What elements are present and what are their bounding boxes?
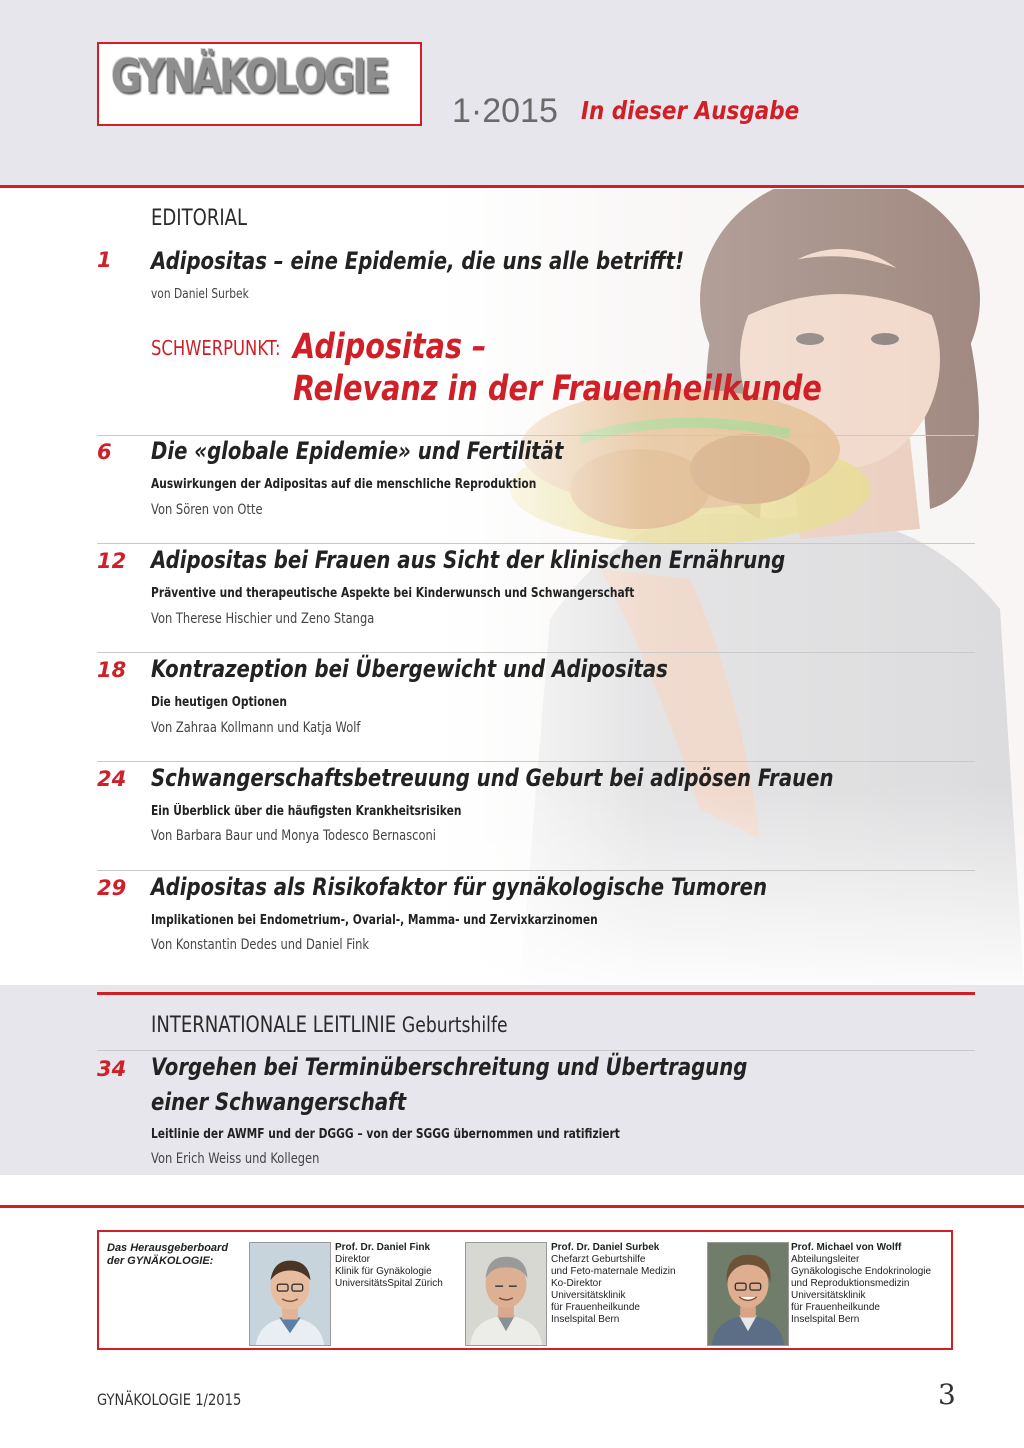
article-title[interactable]: Adipositas bei Frauen aus Sicht der klinischen Ernährung: [151, 546, 786, 574]
article-page: 29: [97, 876, 127, 900]
member-line: Chefarzt Geburtshilfe: [551, 1254, 646, 1265]
board-member-fink: [335, 1242, 443, 1290]
board-member-von-wolff: [791, 1242, 931, 1326]
member-name: Prof. Michael von Wolff: [791, 1242, 902, 1253]
footer-journal: GYNÄKOLOGIE 1/2015: [97, 1390, 242, 1409]
member-line: für Frauenheilkunde: [791, 1302, 880, 1313]
leitlinie-sublabel: Geburtshilfe: [401, 1013, 508, 1037]
editorial-page: 1: [97, 248, 112, 272]
editorial-board: [97, 1230, 953, 1350]
page-number: 3: [938, 1378, 956, 1411]
logo-text: GYNÄKOLOGIE: [111, 49, 388, 103]
article-title[interactable]: Kontrazeption bei Übergewicht und Adipositas: [151, 655, 668, 683]
article-author: Von Konstantin Dedes und Daniel Fink: [151, 937, 370, 953]
article-author: Von Sören von Otte: [151, 502, 263, 518]
leitlinie-page: 34: [97, 1057, 127, 1081]
issue-number: 1·2015: [452, 92, 558, 130]
leitlinie-title[interactable]: [151, 1050, 747, 1120]
leitlinie-rule: [97, 992, 975, 995]
portrait-surbek: [465, 1242, 547, 1346]
member-line: UniversitätsSpital Zürich: [335, 1278, 443, 1289]
article-subtitle: Ein Überblick über die häufigsten Krankheitsrisiken: [151, 804, 462, 819]
editorial-author: von Daniel Surbek: [151, 287, 249, 302]
leitlinie-title-line2: einer Schwangerschaft: [151, 1088, 407, 1116]
article-page: 18: [97, 658, 127, 682]
member-line: Gynäkologische Endokrinologie: [791, 1266, 932, 1277]
member-line: Inselspital Bern: [791, 1314, 860, 1325]
member-line: Inselspital Bern: [551, 1314, 620, 1325]
article-subtitle: Implikationen bei Endometrium-, Ovarial-, Mamma- und Zervixkarzinomen: [151, 913, 598, 928]
member-line: Klinik für Gynäkologie: [335, 1266, 432, 1277]
board-label: Das Herausgeberboard der GYNÄKOLOGIE:: [107, 1242, 229, 1267]
schwerpunkt-title-line2: Relevanz in der Frauenheilkunde: [293, 369, 822, 409]
member-line: und Feto-maternale Medizin: [551, 1266, 676, 1277]
member-line: Universitätsklinik: [551, 1290, 626, 1301]
member-line: Universitätsklinik: [791, 1290, 866, 1301]
member-line: für Frauenheilkunde: [551, 1302, 640, 1313]
leitlinie-author: Von Erich Weiss und Kollegen: [151, 1151, 320, 1167]
leitlinie-label: [151, 1013, 508, 1038]
leitlinie-label-main: INTERNATIONALE LEITLINIE: [151, 1013, 397, 1038]
article-subtitle: Präventive und therapeutische Aspekte bei Kinderwunsch und Schwangerschaft: [151, 586, 635, 601]
member-name: Prof. Dr. Daniel Surbek: [551, 1242, 660, 1253]
article-title[interactable]: Adipositas als Risikofaktor für gynäkologische Tumoren: [151, 873, 767, 901]
member-line: Ko-Direktor: [551, 1278, 602, 1289]
article-page: 24: [97, 767, 127, 791]
schwerpunkt-label: SCHWERPUNKT:: [151, 336, 281, 360]
member-name: Prof. Dr. Daniel Fink: [335, 1242, 431, 1253]
portrait-fink: [249, 1242, 331, 1346]
leitlinie-title-line1: Vorgehen bei Terminüberschreitung und Übertragung: [151, 1053, 748, 1081]
header-rule: [0, 185, 1024, 188]
schwerpunkt-title: [293, 326, 822, 410]
article-page: 6: [97, 440, 112, 464]
article-author: Von Barbara Baur und Monya Todesco Bernasconi: [151, 828, 436, 844]
board-member-surbek: [551, 1242, 676, 1326]
article-author: Von Therese Hischier und Zeno Stanga: [151, 611, 375, 627]
member-line: und Reproduktionsmedizin: [791, 1278, 910, 1289]
leitlinie-subtitle: Leitlinie der AWMF und der DGGG – von der SGGG übernommen und ratifiziert: [151, 1127, 620, 1142]
portrait-von-wolff: [707, 1242, 789, 1346]
member-line: Direktor: [335, 1254, 371, 1265]
article-title[interactable]: Schwangerschaftsbetreuung und Geburt bei adipösen Frauen: [151, 764, 834, 792]
editorial-label: EDITORIAL: [151, 206, 248, 231]
member-line: Abteilungsleiter: [791, 1254, 860, 1265]
editorial-title[interactable]: Adipositas – eine Epidemie, die uns alle betrifft!: [151, 247, 685, 275]
article-subtitle: Die heutigen Optionen: [151, 695, 287, 710]
article-subtitle: Auswirkungen der Adipositas auf die menschliche Reproduktion: [151, 477, 537, 492]
issue-heading: In dieser Ausgabe: [581, 96, 800, 125]
article-page: 12: [97, 549, 127, 573]
schwerpunkt-title-line1: Adipositas –: [293, 327, 487, 367]
journal-logo: [97, 42, 422, 126]
article-title[interactable]: Die «globale Epidemie» und Fertilität: [151, 437, 564, 465]
board-rule: [0, 1205, 1024, 1208]
article-author: Von Zahraa Kollmann und Katja Wolf: [151, 720, 361, 736]
